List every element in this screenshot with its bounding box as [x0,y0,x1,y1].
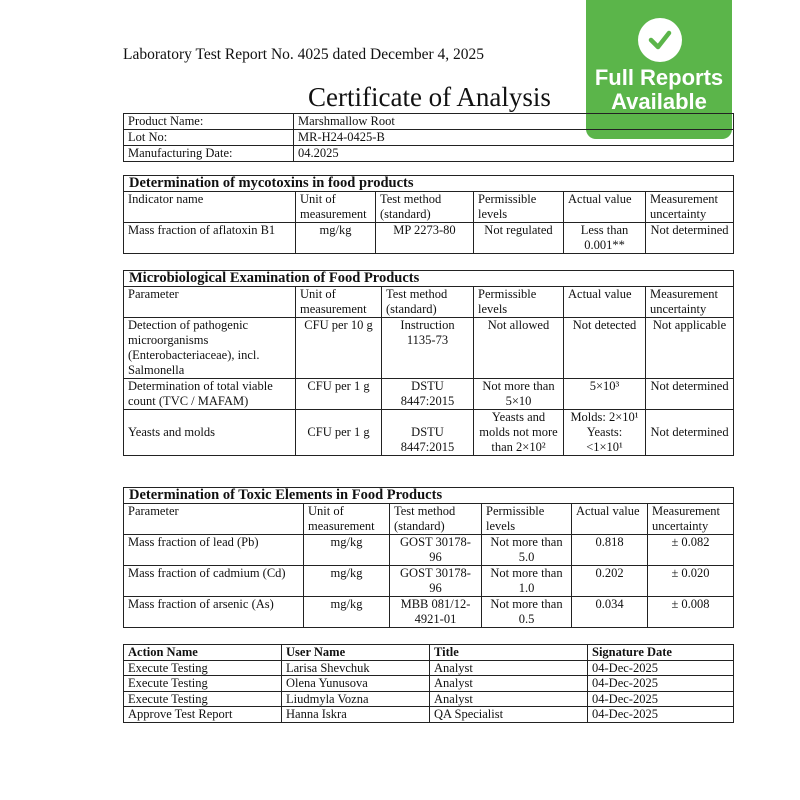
table-cell: Mass fraction of aflatoxin B1 [124,223,296,254]
table-cell: mg/kg [296,223,376,254]
table-cell: Not determined [646,379,734,410]
table-row [124,146,734,162]
check-circle-icon [638,18,682,62]
column-header: Unit of measurement [296,287,382,318]
table-cell: Analyst [430,660,588,676]
signatures-table [123,644,734,723]
badge-line-1: Full Reports [594,65,724,90]
table-cell: 04-Dec-2025 [588,691,734,707]
report-number-line: Laboratory Test Report No. 4025 dated December 4, 2025 [123,46,485,63]
table-row [124,676,734,692]
column-header: Permissible levels [474,192,564,223]
table-cell: Analyst [430,691,588,707]
info-value: 04.2025 [294,146,734,162]
toxic-elements-table [123,487,734,628]
table-cell: 0.202 [572,566,648,597]
column-header: Measurement uncertainty [646,287,734,318]
section-title: Determination of mycotoxins in food products [124,176,734,192]
table-cell: Yeasts and molds [124,410,296,456]
table-cell: MBB 081/12-4921-01 [390,597,482,628]
column-header: Action Name [124,645,282,661]
table-cell: 0.034 [572,597,648,628]
info-value: MR-H24-0425-B [294,130,734,146]
table-cell: Not determined [646,223,734,254]
column-header: Permissible levels [482,504,572,535]
table-cell: Not more than 0.5 [482,597,572,628]
table-cell: Not allowed [474,318,564,379]
table-cell: Less than 0.001** [564,223,646,254]
table-cell: Approve Test Report [124,707,282,723]
column-header: Test method (standard) [390,504,482,535]
table-cell: Yeasts and molds not more than 2×10² [474,410,564,456]
table-cell: CFU per 1 g [296,410,382,456]
table-cell: CFU per 10 g [296,318,382,379]
table-row [124,691,734,707]
page-title: Certificate of Analysis [308,82,551,112]
table-cell: Liudmyla Vozna [282,691,430,707]
table-cell: mg/kg [304,566,390,597]
section-title: Determination of Toxic Elements in Food Products [124,488,734,504]
table-cell: GOST 30178-96 [390,566,482,597]
table-cell: 04-Dec-2025 [588,676,734,692]
microbiology-table [123,270,734,456]
table-cell: Not applicable [646,318,734,379]
table-cell: Not more than 5.0 [482,535,572,566]
column-header: Unit of measurement [304,504,390,535]
table-row [124,707,734,723]
table-cell: Detection of pathogenic microorganisms (Enterobacteriaceae), incl. Salmonella [124,318,296,379]
header-row [124,504,734,535]
column-header: Actual value [564,192,646,223]
table-row [124,566,734,597]
column-header: Signature Date [588,645,734,661]
table-row [124,535,734,566]
table-cell: Execute Testing [124,691,282,707]
table-cell: Olena Yunusova [282,676,430,692]
badge-line-2: Available [611,89,707,114]
table-cell: MP 2273-80 [376,223,474,254]
column-header: Title [430,645,588,661]
header-row [124,645,734,661]
column-header: User Name [282,645,430,661]
table-cell: ± 0.020 [648,566,734,597]
table-row [124,114,734,130]
table-cell: CFU per 1 g [296,379,382,410]
table-row [124,410,734,456]
column-header: Parameter [124,504,304,535]
table-cell: Not more than 1.0 [482,566,572,597]
column-header: Measurement uncertainty [646,192,734,223]
table-cell: GOST 30178-96 [390,535,482,566]
table-cell: 0.818 [572,535,648,566]
column-header: Actual value [564,287,646,318]
table-row [124,318,734,379]
table-cell: Not regulated [474,223,564,254]
table-cell: Mass fraction of arsenic (As) [124,597,304,628]
table-cell: mg/kg [304,535,390,566]
column-header: Indicator name [124,192,296,223]
table-cell: Analyst [430,676,588,692]
table-cell: Mass fraction of cadmium (Cd) [124,566,304,597]
info-value: Marshmallow Root [294,114,734,130]
table-row [124,223,734,254]
table-cell: 04-Dec-2025 [588,707,734,723]
table-cell: ± 0.082 [648,535,734,566]
table-cell: Mass fraction of lead (Pb) [124,535,304,566]
column-header: Test method (standard) [376,192,474,223]
table-row [124,379,734,410]
table-cell: Not detected [564,318,646,379]
column-header: Test method (standard) [382,287,474,318]
table-cell: Determination of total viable count (TVC / MAFAM) [124,379,296,410]
table-cell: mg/kg [304,597,390,628]
table-cell: ± 0.008 [648,597,734,628]
table-cell: Molds: 2×10¹ Yeasts: <1×10¹ [564,410,646,456]
table-cell: Execute Testing [124,676,282,692]
table-cell: 04-Dec-2025 [588,660,734,676]
table-row [124,130,734,146]
column-header: Measurement uncertainty [648,504,734,535]
table-cell: Hanna Iskra [282,707,430,723]
column-header: Unit of measurement [296,192,376,223]
header-row [124,192,734,223]
table-row [124,660,734,676]
section-title: Microbiological Examination of Food Products [124,271,734,287]
product-info-table [123,113,734,162]
info-label: Manufacturing Date: [124,146,294,162]
table-cell: Execute Testing [124,660,282,676]
table-cell: 5×10³ [564,379,646,410]
table-cell: QA Specialist [430,707,588,723]
column-header: Parameter [124,287,296,318]
table-cell: Not more than 5×10 [474,379,564,410]
table-cell: Larisa Shevchuk [282,660,430,676]
info-label: Product Name: [124,114,294,130]
table-cell: DSTU 8447:2015 [382,410,474,456]
table-cell: Not determined [646,410,734,456]
column-header: Actual value [572,504,648,535]
table-cell: Instruction 1135-73 [382,318,474,379]
mycotoxins-table [123,175,734,254]
table-row [124,597,734,628]
header-row [124,287,734,318]
column-header: Permissible levels [474,287,564,318]
table-cell: DSTU 8447:2015 [382,379,474,410]
info-label: Lot No: [124,130,294,146]
